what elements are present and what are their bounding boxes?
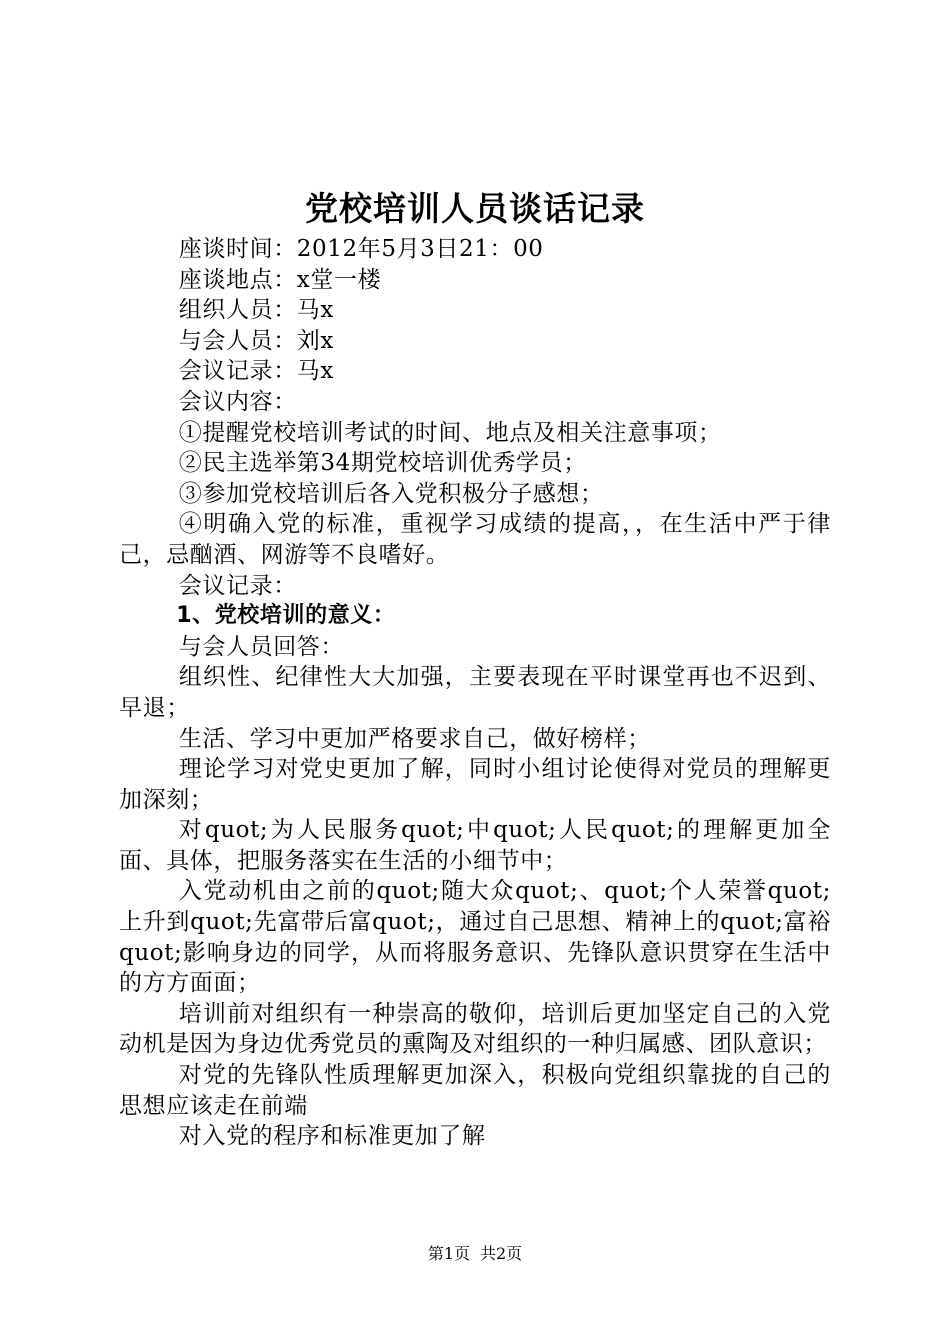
response-paragraph: 对quot;为人民服务quot;中quot;人民quot;的理解更加全面、具体，把服务落实在生活的小细节中； (119, 817, 831, 874)
response-label: 与会人员回答： (178, 633, 344, 660)
minutes-label: 会议记录： (178, 572, 297, 599)
agenda-item: ④明确入党的标准，重视学习成绩的提高，，在生活中严于律己，忌酗酒、网游等不良嗜好。 (119, 511, 831, 568)
page-footer (0, 1243, 950, 1265)
agenda-item: ②民主选举第34期党校培训优秀学员； (178, 450, 587, 477)
response-paragraph: 对党的先锋队性质理解更加深入，积极向党组织靠拢的自己的思想应该走在前端 (119, 1062, 831, 1119)
document-title: 党校培训人员谈话记录 (305, 189, 645, 228)
agenda-item: ①提醒党校培训考试的时间、地点及相关注意事项； (178, 419, 722, 446)
response-paragraph: 生活、学习中更加严格要求自己，做好榜样； (178, 725, 651, 752)
recorder: 会议记录：马x (178, 358, 334, 385)
page-total: 共2页 (480, 1244, 523, 1263)
section-heading: 1、党校培训的意义： (176, 603, 396, 629)
meeting-content-label: 会议内容： (178, 388, 297, 415)
meeting-time: 座谈时间：2012年5月3日21：00 (178, 236, 544, 262)
response-paragraph: 培训前对组织有一种崇高的敬仰，培训后更加坚定自己的入党动机是因为身边优秀党员的熏陶及对组织的一种归属感、团队意识； (119, 1000, 831, 1058)
response-paragraph: 组织性、纪律性大大加强，主要表现在平时课堂再也不迟到、早退； (119, 664, 831, 721)
response-paragraph: 理论学习对党史更加了解，同时小组讨论使得对党员的理解更加深刻； (119, 756, 831, 813)
organizer: 组织人员：马x (178, 297, 334, 324)
response-paragraph: 入党动机由之前的quot;随大众quot;、quot;个人荣誉quot;上升到quot;先富带后富quot;，通过自己思想、精神上的quot;富裕quot;影响身边的同学，从而将服务意识、先锋队意识贯穿在生活中的方方面面； (119, 878, 831, 997)
attendees: 与会人员：刘x (178, 327, 334, 354)
page-number: 第1页 (427, 1244, 470, 1263)
meeting-location: 座谈地点：x堂一楼 (178, 266, 382, 293)
agenda-item: ③参加党校培训后各入党积极分子感想； (178, 480, 604, 507)
document-body (119, 234, 831, 1152)
response-paragraph: 对入党的程序和标准更加了解 (178, 1123, 486, 1150)
